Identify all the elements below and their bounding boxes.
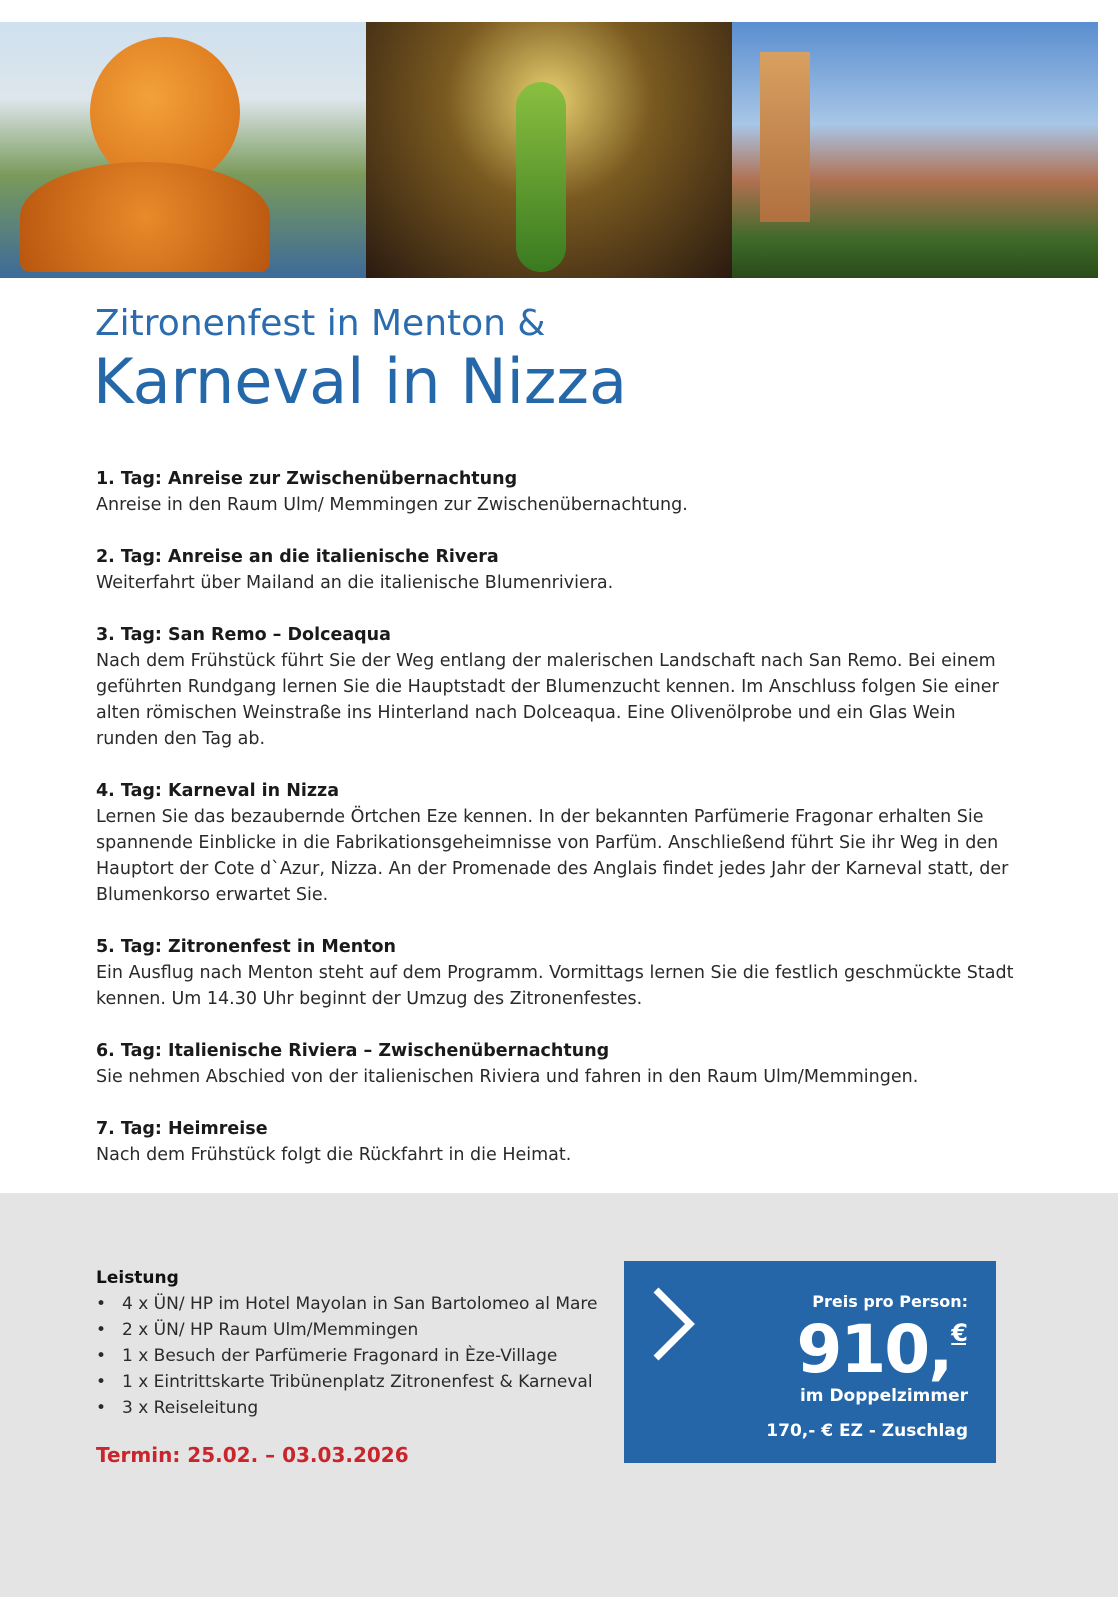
day-item	[96, 1116, 1016, 1168]
service-item: • 1 x Eintrittskarte Tribünenplatz Zitronenfest & Karneval	[96, 1369, 597, 1395]
day-heading: 2. Tag: Anreise an die italienische Rivera	[96, 547, 499, 567]
photo-dolceacqua	[732, 22, 1098, 278]
day-text: Lernen Sie das bezaubernde Örtchen Eze kennen. In der bekannten Parfümerie Fragonar erhalten Sie spannende Einblicke in die Fabrikationsgeheimnisse von Parfüm. Anschließend führt Sie ihr Weg in den Hauptort der Cote d`Azur, Nizza. An der Promenade des Anglais findet jedes Jahr der Karneval statt, der Blumenkorso erwartet Sie.	[96, 807, 1009, 905]
page-subtitle: Zitronenfest in Menton &	[95, 303, 546, 344]
day-text: Anreise in den Raum Ulm/ Memmingen zur Zwischenübernachtung.	[96, 495, 688, 515]
price-currency: €	[951, 1319, 966, 1347]
travel-dates: Termin: 25.02. – 03.03.2026	[96, 1443, 409, 1467]
service-item: • 2 x ÜN/ HP Raum Ulm/Memmingen	[96, 1317, 597, 1343]
chevron-right-icon	[652, 1286, 696, 1362]
day-item	[96, 1038, 1016, 1090]
service-item: • 1 x Besuch der Parfümerie Fragonard in Èze-Village	[96, 1343, 597, 1369]
price-box	[624, 1261, 996, 1463]
price-label: Preis pro Person:	[812, 1292, 968, 1311]
price-amount	[796, 1311, 966, 1388]
day-item	[96, 466, 1016, 518]
day-text: Sie nehmen Abschied von der italienischen Riviera und fahren in den Raum Ulm/Memmingen.	[96, 1067, 919, 1087]
day-item	[96, 934, 1016, 1012]
day-heading: 5. Tag: Zitronenfest in Menton	[96, 937, 397, 957]
day-heading: 1. Tag: Anreise zur Zwischenübernachtung	[96, 469, 518, 489]
single-supplement: 170,- € EZ - Zuschlag	[766, 1421, 968, 1441]
photo-lemon-octopus	[0, 22, 366, 278]
day-text: Ein Ausflug nach Menton steht auf dem Programm. Vormittags lernen Sie die festlich geschmückte Stadt kennen. Um 14.30 Uhr beginnt der Umzug des Zitronenfestes.	[96, 963, 1014, 1009]
day-heading: 7. Tag: Heimreise	[96, 1119, 268, 1139]
room-type: im Doppelzimmer	[799, 1386, 968, 1406]
services-heading: Leistung	[96, 1268, 179, 1288]
header-photos	[0, 22, 1098, 278]
photo-carnival-nice	[366, 22, 732, 278]
day-item	[96, 622, 1016, 752]
day-text: Weiterfahrt über Mailand an die italienische Blumenriviera.	[96, 573, 614, 593]
price-value: 910,	[796, 1311, 952, 1388]
day-heading: 4. Tag: Karneval in Nizza	[96, 781, 340, 801]
day-text: Nach dem Frühstück führt Sie der Weg entlang der malerischen Landschaft nach San Remo. Bei einem geführten Rundgang lernen Sie die Hauptstadt der Blumenzucht kennen. Im Anschluss folgen Sie einer alten römischen Weinstraße ins Hinterland nach Dolceaqua. Eine Olivenölprobe und ein Glas Wein runden den Tag ab.	[96, 651, 999, 749]
itinerary	[96, 466, 1016, 1194]
day-item	[96, 544, 1016, 596]
service-item: • 3 x Reiseleitung	[96, 1395, 597, 1421]
day-text: Nach dem Frühstück folgt die Rückfahrt in die Heimat.	[96, 1145, 572, 1165]
service-item: • 4 x ÜN/ HP im Hotel Mayolan in San Bartolomeo al Mare	[96, 1291, 597, 1317]
page-title: Karneval in Nizza	[93, 345, 627, 418]
day-heading: 3. Tag: San Remo – Dolceaqua	[96, 625, 391, 645]
services-list	[96, 1265, 597, 1421]
day-heading: 6. Tag: Italienische Riviera – Zwischenübernachtung	[96, 1041, 610, 1061]
day-item	[96, 778, 1016, 908]
